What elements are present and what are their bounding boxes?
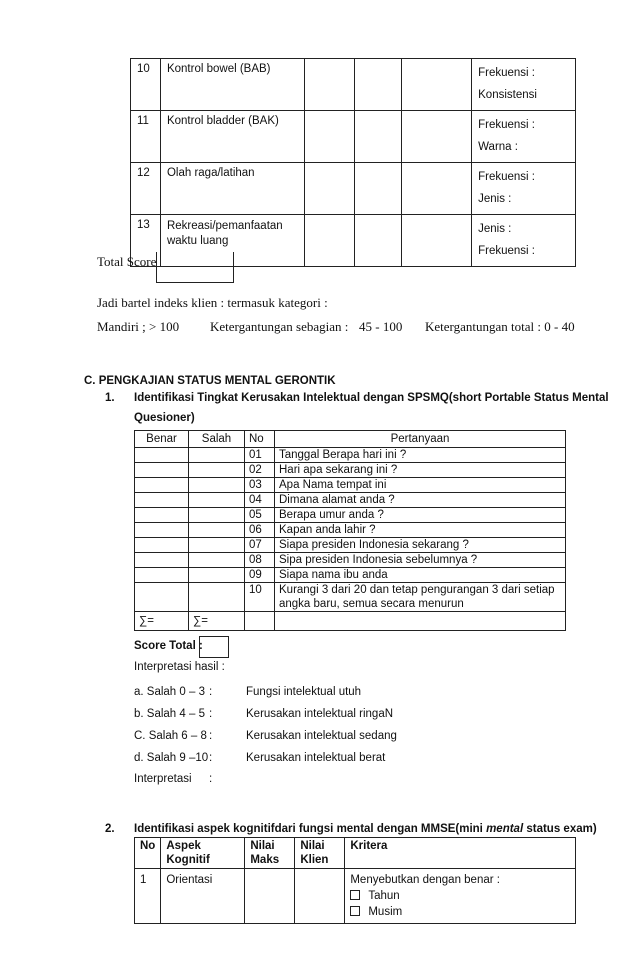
header-benar: Benar: [135, 431, 189, 448]
sum-row: [135, 612, 566, 631]
interp-desc: Kerusakan intelektual berat: [246, 752, 386, 764]
header-kriteria: Kritera: [345, 838, 576, 869]
table-row: [135, 463, 566, 478]
header-salah: Salah: [189, 431, 245, 448]
blank-cell: [402, 163, 472, 215]
interp-range: C. Salah 6 – 8: [134, 730, 207, 742]
salah-cell[interactable]: [189, 478, 245, 493]
interp-range: d. Salah 9 –10: [134, 752, 209, 764]
header-aspek: Aspek Kognitif: [161, 838, 245, 869]
row-activity: Olah raga/latihan: [160, 163, 304, 215]
benar-cell[interactable]: [135, 448, 189, 463]
row-activity: Kontrol bowel (BAB): [160, 59, 304, 111]
row-aspek: Orientasi: [161, 869, 245, 924]
salah-cell[interactable]: [189, 553, 245, 568]
question-text: Kurangi 3 dari 20 dan tetap pengurangan 3 dari setiap angka baru, semua secara menurun: [275, 583, 566, 612]
question-text: Tanggal Berapa hari ini ?: [275, 448, 566, 463]
item2-title: Identifikasi aspek kognitifdari fungsi mental dengan MMSE(mini mental status exam): [134, 823, 597, 835]
table-row: [135, 869, 576, 924]
benar-cell[interactable]: [135, 523, 189, 538]
header-nilai-klien: Nilai Klien: [295, 838, 345, 869]
question-no: 03: [245, 478, 275, 493]
option-musim[interactable]: Musim: [350, 904, 570, 920]
score-total-box[interactable]: [199, 636, 229, 658]
header-nilai-maks: Nilai Maks: [245, 838, 295, 869]
question-text: Hari apa sekarang ini ?: [275, 463, 566, 478]
question-text: Siapa presiden Indonesia sekarang ?: [275, 538, 566, 553]
question-text: Apa Nama tempat ini: [275, 478, 566, 493]
question-no: 09: [245, 568, 275, 583]
interp-colon: :: [209, 708, 213, 720]
salah-cell[interactable]: [189, 448, 245, 463]
header-no: No: [245, 431, 275, 448]
row-activity: Kontrol bladder (BAK): [160, 111, 304, 163]
item1-number: 1.: [105, 392, 115, 404]
row-note: Frekuensi : Konsistensi: [472, 59, 576, 111]
sum-benar: ∑=: [135, 612, 189, 631]
question-text: Siapa nama ibu anda: [275, 568, 566, 583]
blank-cell: [354, 215, 402, 267]
question-no: 06: [245, 523, 275, 538]
item2-number: 2.: [105, 823, 115, 835]
blank-cell: [275, 612, 566, 631]
table-row: [135, 583, 566, 612]
table-header-row: [135, 838, 576, 869]
interp-colon: :: [209, 686, 213, 698]
row-no: 10: [131, 59, 161, 111]
checkbox-icon[interactable]: [350, 890, 360, 900]
barthel-table: [130, 58, 576, 267]
row-note: Frekuensi : Warna :: [472, 111, 576, 163]
row-no: 13: [131, 215, 161, 267]
salah-cell[interactable]: [189, 523, 245, 538]
question-no: 04: [245, 493, 275, 508]
row-no: 11: [131, 111, 161, 163]
blank-cell: [304, 163, 354, 215]
benar-cell[interactable]: [135, 463, 189, 478]
table-header-row: [135, 431, 566, 448]
question-no: 01: [245, 448, 275, 463]
benar-cell[interactable]: [135, 478, 189, 493]
interp-desc: Kerusakan intelektual ringaN: [246, 708, 394, 720]
blank-cell: [245, 612, 275, 631]
bartel-category-text: Jadi bartel indeks klien : termasuk kategori :: [97, 295, 328, 310]
table-row: [135, 493, 566, 508]
benar-cell[interactable]: [135, 508, 189, 523]
blank-cell: [354, 111, 402, 163]
table-row: [135, 448, 566, 463]
question-no: 07: [245, 538, 275, 553]
mmse-table: [134, 837, 576, 924]
blank-cell: [402, 111, 472, 163]
salah-cell[interactable]: [189, 493, 245, 508]
blank-cell: [402, 59, 472, 111]
category-sebagian-range: 45 - 100: [359, 319, 403, 334]
category-sebagian: Ketergantungan sebagian :: [210, 319, 349, 334]
blank-cell: [304, 215, 354, 267]
question-no: 02: [245, 463, 275, 478]
interpretasi-label: Interpretasi: [134, 773, 192, 785]
question-no: 10: [245, 583, 275, 612]
table-row: [135, 508, 566, 523]
table-row: [131, 163, 576, 215]
section-c-heading: C. PENGKAJIAN STATUS MENTAL GERONTIK: [84, 375, 336, 387]
question-no: 08: [245, 553, 275, 568]
table-row: [131, 59, 576, 111]
item1-title: Identifikasi Tingkat Kerusakan Intelektual dengan SPSMQ(short Portable Status Mental: [134, 392, 609, 404]
blank-cell: [304, 59, 354, 111]
spmsq-table: [134, 430, 566, 631]
interpretasi-hasil-label: Interpretasi hasil :: [134, 661, 225, 673]
nilai-maks-cell[interactable]: [245, 869, 295, 924]
item1-title-cont: Quesioner): [134, 412, 195, 424]
interpretasi-colon: :: [209, 773, 213, 785]
table-row: [135, 568, 566, 583]
interp-colon: :: [209, 730, 213, 742]
benar-cell[interactable]: [135, 553, 189, 568]
blank-cell: [354, 59, 402, 111]
blank-cell: [402, 215, 472, 267]
header-no: No: [135, 838, 161, 869]
sum-salah: ∑=: [189, 612, 245, 631]
interp-desc: Fungsi intelektual utuh: [246, 686, 362, 698]
table-row: [135, 478, 566, 493]
benar-cell[interactable]: [135, 583, 189, 612]
blank-cell: [304, 111, 354, 163]
score-total-label: Score Total :: [134, 640, 203, 652]
row-note: Frekuensi : Jenis :: [472, 163, 576, 215]
benar-cell[interactable]: [135, 493, 189, 508]
table-row: [131, 111, 576, 163]
total-score-box[interactable]: [156, 252, 234, 283]
benar-cell[interactable]: [135, 568, 189, 583]
category-total: Ketergantungan total : 0 - 40: [425, 319, 575, 334]
salah-cell[interactable]: [189, 568, 245, 583]
kriteria-cell: [345, 869, 576, 924]
row-note: Jenis : Frekuensi :: [472, 215, 576, 267]
salah-cell[interactable]: [189, 463, 245, 478]
checkbox-icon[interactable]: [350, 906, 360, 916]
table-row: [135, 523, 566, 538]
question-text: Sipa presiden Indonesia sebelumnya ?: [275, 553, 566, 568]
salah-cell[interactable]: [189, 583, 245, 612]
table-row: [135, 553, 566, 568]
blank-cell: [354, 163, 402, 215]
salah-cell[interactable]: [189, 538, 245, 553]
row-activity: Rekreasi/pemanfaatan waktu luang: [160, 215, 304, 267]
header-pertanyaan: Pertanyaan: [275, 431, 566, 448]
interp-colon: :: [209, 752, 213, 764]
salah-cell[interactable]: [189, 508, 245, 523]
interp-desc: Kerusakan intelektual sedang: [246, 730, 397, 742]
kriteria-text: Menyebutkan dengan benar :: [350, 874, 500, 886]
row-no: 12: [131, 163, 161, 215]
category-mandiri: Mandiri ; > 100: [97, 319, 180, 334]
row-no: 1: [135, 869, 161, 924]
question-text: Berapa umur anda ?: [275, 508, 566, 523]
table-row: [135, 538, 566, 553]
interp-range: a. Salah 0 – 3: [134, 686, 205, 698]
question-no: 05: [245, 508, 275, 523]
question-text: Kapan anda lahir ?: [275, 523, 566, 538]
nilai-klien-cell[interactable]: [295, 869, 345, 924]
option-tahun[interactable]: Tahun: [350, 888, 570, 904]
question-text: Dimana alamat anda ?: [275, 493, 566, 508]
total-score-label: Total Score: [97, 254, 157, 269]
interp-range: b. Salah 4 – 5: [134, 708, 205, 720]
benar-cell[interactable]: [135, 538, 189, 553]
